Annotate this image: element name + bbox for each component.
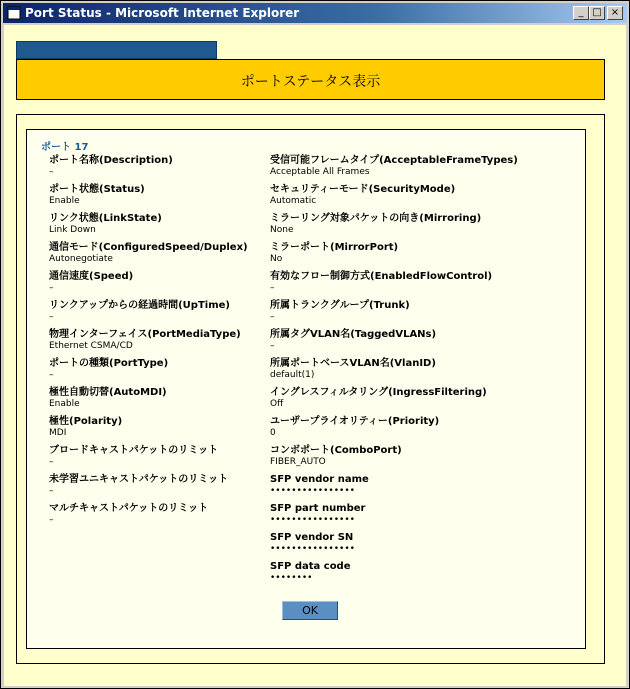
status-field: [270, 299, 580, 328]
field-value: –: [49, 283, 54, 293]
field-label: コンボポート(ComboPort): [270, 445, 402, 456]
field-label: ブロードキャストパケットのリミット: [49, 445, 219, 456]
field-value: ••••••••: [270, 573, 313, 583]
status-field: [270, 502, 580, 531]
field-label: セキュリティーモード(SecurityMode): [270, 184, 456, 195]
field-value: Automatic: [270, 196, 317, 206]
field-label: SFP vendor SN: [270, 532, 354, 543]
page-content: [4, 25, 626, 686]
status-field: [270, 473, 580, 502]
field-value: None: [270, 225, 294, 235]
ok-button[interactable]: OK: [282, 601, 338, 620]
field-label: 極性(Polarity): [49, 416, 123, 427]
field-label: 所属タグVLAN名(TaggedVLANs): [270, 329, 437, 340]
status-field: [49, 328, 264, 357]
status-field: [49, 357, 264, 386]
window-title: Port Status - Microsoft Internet Explorer: [25, 6, 300, 20]
right-column: [270, 154, 580, 589]
field-value: –: [49, 167, 54, 177]
status-field: [270, 560, 580, 589]
status-field: [270, 531, 580, 560]
field-label: 所属ポートベースVLAN名(VlanID): [270, 358, 436, 369]
status-field: [49, 241, 264, 270]
field-label: リンク状態(LinkState): [49, 213, 162, 224]
close-button[interactable]: ×: [607, 6, 623, 20]
left-column: [49, 154, 264, 531]
field-label: 物理インターフェイス(PortMediaType): [49, 329, 241, 340]
status-field: [270, 415, 580, 444]
field-value: –: [49, 312, 54, 322]
field-label: マルチキャストパケットのリミット: [49, 503, 209, 514]
status-field: [270, 212, 580, 241]
status-field: [49, 473, 264, 502]
field-label: 未学習ユニキャストパケットのリミット: [49, 474, 229, 485]
header-bar: [16, 59, 605, 100]
status-field: [49, 415, 264, 444]
minimize-button[interactable]: _: [573, 6, 589, 20]
ie-page-icon: [7, 6, 21, 20]
field-label: 通信速度(Speed): [49, 271, 134, 282]
field-label: 所属トランクグループ(Trunk): [270, 300, 410, 311]
field-value: No: [270, 254, 283, 264]
status-field: [270, 154, 580, 183]
field-value: ••••••••••••••••: [270, 486, 355, 496]
status-field: [49, 502, 264, 531]
field-label: 有効なフロー制御方式(EnabledFlowControl): [270, 271, 493, 282]
status-field: [49, 386, 264, 415]
field-value: –: [270, 283, 275, 293]
field-value: –: [270, 341, 275, 351]
status-field: [49, 444, 264, 473]
field-value: Acceptable All Frames: [270, 167, 370, 177]
field-value: 0: [270, 428, 276, 438]
field-label: 受信可能フレームタイプ(AcceptableFrameTypes): [270, 155, 518, 166]
status-field: [270, 270, 580, 299]
field-value: MDI: [49, 428, 67, 438]
field-label: イングレスフィルタリング(IngressFiltering): [270, 387, 487, 398]
field-label: ミラーリング対象パケットの向き(Mirroring): [270, 213, 482, 224]
status-field: [49, 270, 264, 299]
port-title: ポート 17: [41, 142, 89, 153]
field-value: Ethernet CSMA/CD: [49, 341, 133, 351]
field-value: –: [270, 312, 275, 322]
field-value: Enable: [49, 196, 80, 206]
field-label: SFP data code: [270, 561, 351, 572]
field-value: Enable: [49, 399, 80, 409]
title-bar[interactable]: [3, 3, 627, 23]
status-field: [270, 386, 580, 415]
header-tab-decoration: [16, 41, 217, 59]
field-value: FIBER_AUTO: [270, 457, 326, 467]
status-field: [49, 299, 264, 328]
field-value: default(1): [270, 370, 315, 380]
status-field: [49, 183, 264, 212]
field-label: ユーザープライオリティー(Priority): [270, 416, 440, 427]
field-label: 通信モード(ConfiguredSpeed/Duplex): [49, 242, 248, 253]
field-label: ポート状態(Status): [49, 184, 145, 195]
status-field: [270, 183, 580, 212]
field-value: Off: [270, 399, 284, 409]
field-label: 極性自動切替(AutoMDI): [49, 387, 167, 398]
field-value: –: [49, 370, 54, 380]
field-label: SFP vendor name: [270, 474, 369, 485]
field-label: ミラーポート(MirrorPort): [270, 242, 399, 253]
field-label: SFP part number: [270, 503, 366, 514]
status-field: [270, 444, 580, 473]
field-value: –: [49, 486, 54, 496]
status-field: [49, 212, 264, 241]
field-label: ポート名称(Description): [49, 155, 173, 166]
field-value: –: [49, 457, 54, 467]
status-field: [270, 328, 580, 357]
maximize-button[interactable]: □: [589, 6, 605, 20]
field-value: –: [49, 515, 54, 525]
status-field: [270, 241, 580, 270]
field-label: ポートの種類(PortType): [49, 358, 169, 369]
field-label: リンクアップからの経過時間(UpTime): [49, 300, 230, 311]
field-value: Autonegotiate: [49, 254, 113, 264]
page-title: ポートステータス表示: [240, 74, 381, 90]
field-value: Link Down: [49, 225, 96, 235]
status-field: [49, 154, 264, 183]
field-value: ••••••••••••••••: [270, 515, 355, 525]
status-field: [270, 357, 580, 386]
field-value: ••••••••••••••••: [270, 544, 355, 554]
